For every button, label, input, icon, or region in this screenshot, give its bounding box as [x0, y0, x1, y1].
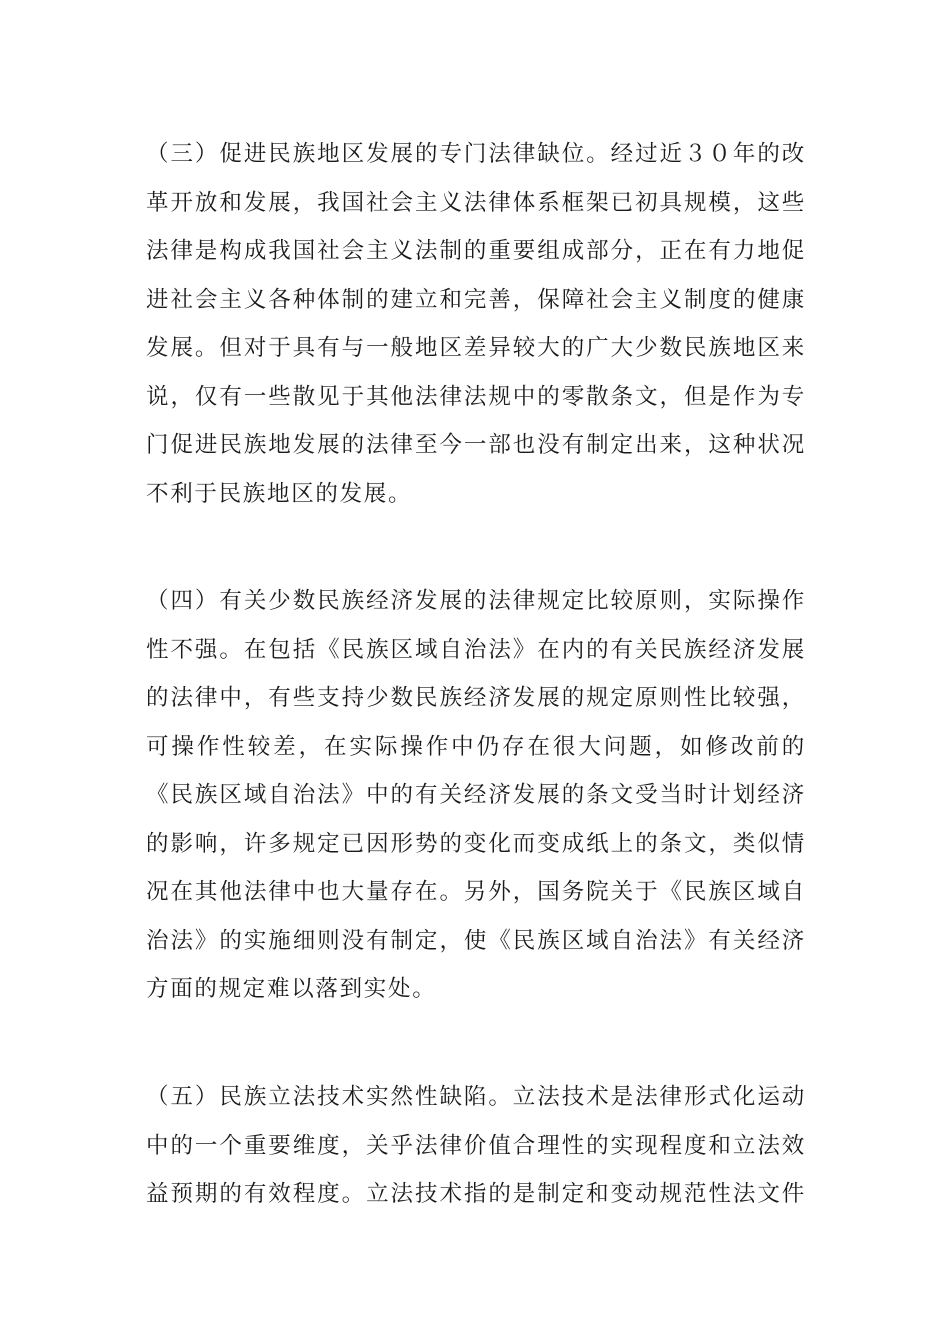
text-line: （五）民族立法技术实然性缺陷。立法技术是法律形式化运动 [146, 1084, 806, 1110]
text-line: 的法律中，有些支持少数民族经济发展的规定原则性比较强， [146, 685, 806, 711]
text-line: 治法》的实施细则没有制定，使《民族区域自治法》有关经济 [146, 927, 806, 954]
text-line: （四）有关少数民族经济发展的法律规定比较原则，实际操作 [146, 588, 806, 614]
text-line: 益预期的有效程度。立法技术指的是制定和变动规范性法文件 [146, 1181, 806, 1207]
text-line: 可操作性较差，在实际操作中仍存在很大问题，如修改前的 [146, 733, 806, 760]
text-line: 进社会主义各种体制的建立和完善，保障社会主义制度的健康 [146, 286, 806, 313]
paragraph-3-legal-gap [146, 130, 806, 518]
text-line: 况在其他法律中也大量存在。另外，国务院关于《民族区域自 [146, 879, 806, 905]
text-line: 《民族区域自治法》中的有关经济发展的条文受当时计划经济 [146, 782, 806, 808]
text-line: 说，仅有一些散见于其他法律法规中的零散条文，但是作为专 [146, 383, 806, 410]
text-line: 发展。但对于具有与一般地区差异较大的广大少数民族地区来 [146, 335, 806, 361]
text-line: 法律是构成我国社会主义法制的重要组成部分，正在有力地促 [146, 238, 806, 264]
paragraph-4-operability [146, 577, 806, 1014]
text-line: 革开放和发展，我国社会主义法律体系框架已初具规模，这些 [146, 189, 806, 216]
text-line: 方面的规定难以落到实处。 [146, 976, 437, 1002]
text-line: 性不强。在包括《民族区域自治法》在内的有关民族经济发展 [146, 636, 806, 663]
text-line: （三）促进民族地区发展的专门法律缺位。经过近３０年的改 [146, 141, 806, 167]
paragraph-5-legislative-technique [146, 1073, 806, 1219]
text-line: 不利于民族地区的发展。 [146, 480, 413, 507]
text-line: 中的一个重要维度，关乎法律价值合理性的实现程度和立法效 [146, 1132, 806, 1159]
text-line: 门促进民族地发展的法律至今一部也没有制定出来，这种状况 [146, 432, 806, 458]
text-line: 的影响，许多规定已因形势的变化而变成纸上的条文，类似情 [146, 830, 806, 857]
